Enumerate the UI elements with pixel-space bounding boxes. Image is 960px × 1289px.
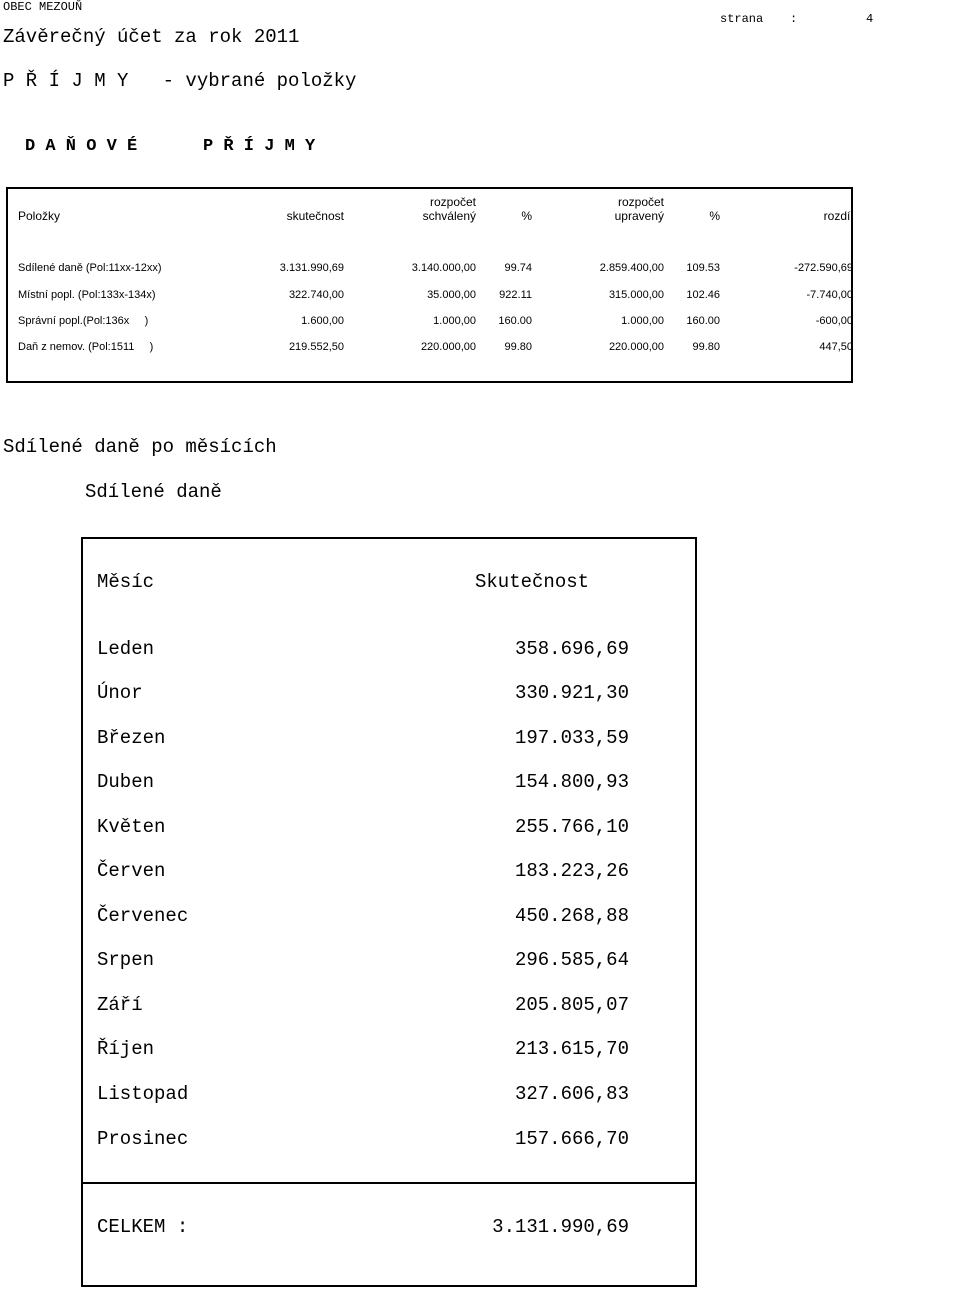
monthly-table <box>81 537 697 1287</box>
month-value: 296.585,64 <box>514 949 629 971</box>
month-value: 197.033,59 <box>514 727 629 749</box>
page-colon: : <box>790 12 798 26</box>
document-title: Závěrečný účet za rok 2011 <box>3 26 300 48</box>
month-label: Říjen <box>97 1038 155 1060</box>
month-label: Leden <box>97 638 155 660</box>
section-title: P Ř Í J M Y - vybrané položky <box>3 70 357 92</box>
tax-heading-1: D A Ň O V É <box>25 137 138 156</box>
table-row-approved: 3.140.000,00 <box>411 262 476 274</box>
month-value: 327.606,83 <box>514 1083 629 1105</box>
month-label: Září <box>97 994 143 1016</box>
month-value: 255.766,10 <box>514 816 629 838</box>
month-value: 157.666,70 <box>514 1128 629 1150</box>
table-row-actual: 322.740,00 <box>288 289 344 301</box>
table-row-adjusted: 1.000,00 <box>621 315 664 327</box>
month-value: 205.805,07 <box>514 994 629 1016</box>
table-row-pct2: 109.53 <box>686 262 720 274</box>
table-row-actual: 219.552,50 <box>288 341 344 353</box>
table-row-item: Sdílené daně (Pol:11xx-12xx) <box>18 262 162 274</box>
month-label: Únor <box>97 682 143 704</box>
table-row-actual: 1.600,00 <box>301 315 344 327</box>
month-value: 330.921,30 <box>514 682 629 704</box>
month-value: 183.223,26 <box>514 860 629 882</box>
table-row-approved: 35.000,00 <box>427 289 476 301</box>
col-header-pct2: % <box>709 209 720 223</box>
table-row-pct2: 102.46 <box>686 289 720 301</box>
table-row-diff: -600,00 <box>815 315 853 327</box>
income-table <box>6 187 853 383</box>
table-row-adjusted: 315.000,00 <box>608 289 664 301</box>
table-row-adjusted: 220.000,00 <box>608 341 664 353</box>
tax-heading-2: P Ř Í J M Y <box>203 137 316 156</box>
total-value: 3.131.990,69 <box>492 1216 629 1238</box>
table-row-pct1: 160.00 <box>498 315 532 327</box>
page-number: 4 <box>866 12 874 26</box>
col-header-diff: rozdíl <box>823 209 853 223</box>
month-value: 213.615,70 <box>514 1038 629 1060</box>
table-row-pct2: 160.00 <box>686 315 720 327</box>
table-row-pct1: 922.11 <box>499 289 532 301</box>
col-header-adjusted-bottom: upravený <box>614 209 664 223</box>
month-label: Červen <box>97 860 166 882</box>
col-header-actual: skutečnost <box>286 209 344 223</box>
month-label: Duben <box>97 771 155 793</box>
organization-name: OBEC MEZOUŇ <box>3 0 83 14</box>
table-row-item: Místní popl. (Pol:133x-134x) <box>18 289 156 301</box>
page-label: strana <box>720 12 764 26</box>
monthly-subheading: Sdílené daně <box>85 481 222 503</box>
col-header-items: Položky <box>18 209 61 223</box>
month-label: Květen <box>97 816 166 838</box>
total-label: CELKEM : <box>97 1216 189 1238</box>
month-label: Srpen <box>97 949 155 971</box>
table-row-approved: 220.000,00 <box>420 341 476 353</box>
month-label: Červenec <box>97 905 189 927</box>
col-header-approved-bottom: schválený <box>422 209 476 223</box>
table-row-pct1: 99.80 <box>504 341 532 353</box>
col-header-adjusted-top: rozpočet <box>617 195 664 209</box>
col-header-month: Měsíc <box>97 571 155 593</box>
col-header-approved-top: rozpočet <box>429 195 476 209</box>
table-row-diff: -272.590,69 <box>794 262 853 274</box>
month-label: Listopad <box>97 1083 189 1105</box>
month-value: 450.268,88 <box>514 905 629 927</box>
table-row-item: Daň z nemov. (Pol:1511 ) <box>18 341 154 353</box>
table-row-adjusted: 2.859.400,00 <box>599 262 664 274</box>
table-row-diff: 447,50 <box>819 341 853 353</box>
table-row-pct2: 99.80 <box>692 341 720 353</box>
monthly-heading: Sdílené daně po měsících <box>3 436 277 458</box>
total-divider <box>83 1182 695 1184</box>
month-label: Prosinec <box>97 1128 189 1150</box>
table-row-item: Správní popl.(Pol:136x ) <box>18 315 149 327</box>
month-value: 154.800,93 <box>514 771 629 793</box>
table-row-pct1: 99.74 <box>504 262 532 274</box>
col-header-pct1: % <box>521 209 532 223</box>
table-row-actual: 3.131.990,69 <box>279 262 344 274</box>
month-label: Březen <box>97 727 166 749</box>
table-row-approved: 1.000,00 <box>433 315 476 327</box>
table-row-diff: -7.740,00 <box>806 289 853 301</box>
col-header-actual: Skutečnost <box>475 571 590 593</box>
month-value: 358.696,69 <box>514 638 629 660</box>
